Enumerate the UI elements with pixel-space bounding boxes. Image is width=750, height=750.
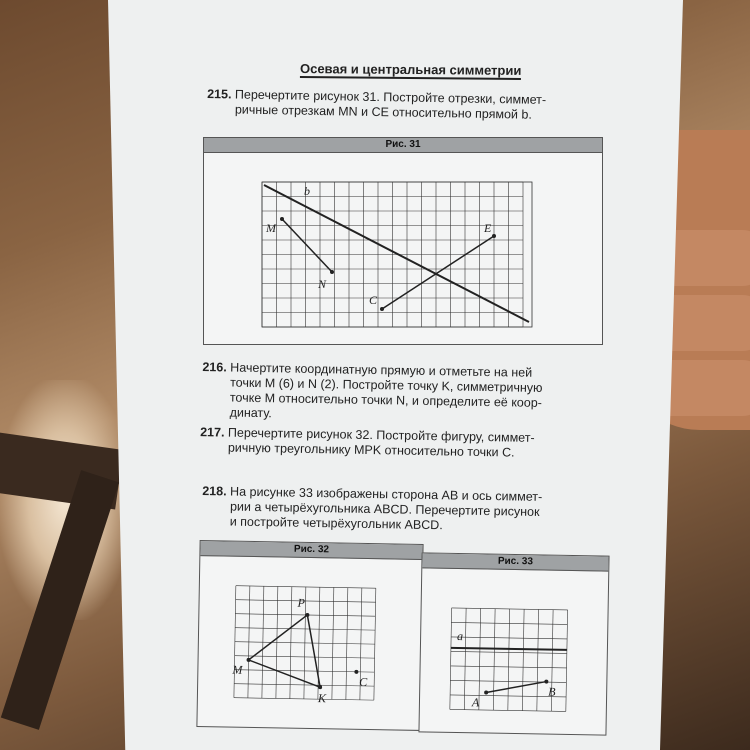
segment-MN	[282, 219, 332, 272]
label-A: A	[471, 695, 480, 710]
problem-text-line: Перечертите рисунок 32. Постройте фигуру, симмет-	[227, 425, 535, 445]
axis-a	[451, 648, 567, 650]
label-b: b	[304, 184, 310, 198]
problem-number: 216.	[202, 360, 227, 375]
problem-number: 217.	[200, 425, 225, 440]
point-B	[544, 680, 548, 684]
problem-text-line: рии a четырёхугольника ABCD. Перечертите рисунок	[229, 499, 540, 519]
point-C	[380, 307, 384, 311]
figure-32-drawing	[197, 555, 422, 730]
problem-text-line: точки M (6) и N (2). Постройте точку K, симметричную	[230, 375, 543, 395]
figure-33	[418, 552, 609, 735]
problem-number: 218.	[202, 484, 227, 499]
label-C: C	[359, 674, 368, 690]
label-C: C	[369, 293, 378, 307]
label-K: K	[317, 691, 327, 706]
label-M: M	[266, 221, 276, 235]
figure-31	[203, 137, 603, 345]
figure-33-drawing	[419, 567, 608, 734]
problem-text-line: динату.	[229, 405, 272, 421]
point-M	[280, 217, 284, 221]
grid-line	[450, 608, 452, 709]
grid-line	[566, 610, 568, 711]
label-P: P	[297, 595, 306, 610]
grid-line	[537, 609, 539, 710]
point-N	[330, 270, 334, 274]
problem-text-line: ричную треугольнику MPK относительно точки C.	[227, 440, 515, 460]
grid-line	[464, 608, 466, 709]
figure-caption: Рис. 31	[204, 138, 602, 153]
label-B: B	[548, 684, 556, 699]
problem-215	[207, 87, 546, 123]
label-N: N	[318, 277, 327, 291]
section-title: Осевая и центральная симметрии	[299, 61, 522, 78]
problem-text-line: точке M относительно точки N, и определите её коор-	[229, 390, 543, 410]
problem-text-line: На рисунке 33 изображены сторона AB и ось симмет-	[229, 484, 543, 504]
figure-caption: Рис. 32	[200, 541, 422, 560]
label-E: E	[484, 221, 492, 235]
point-E	[492, 234, 496, 238]
point-A	[484, 690, 488, 694]
problem-number: 215.	[207, 87, 232, 102]
line-b	[264, 185, 529, 322]
label-M: M	[232, 662, 243, 677]
grid-line	[508, 609, 510, 710]
figure-31-drawing	[204, 152, 602, 344]
problem-text-line: Перечертите рисунок 31. Постройте отрезки, симмет-	[234, 87, 547, 107]
problem-text-line: Начертите координатную прямую и отметьте на ней	[230, 360, 533, 380]
grid-line	[522, 609, 524, 710]
problem-218	[202, 484, 543, 535]
triangle-MPK	[248, 614, 321, 687]
problem-text-line: ричные отрезкам MN и CE относительно прямой b.	[234, 102, 532, 122]
problem-216	[202, 360, 543, 426]
problem-217	[200, 425, 535, 461]
grid-line	[493, 609, 495, 710]
figure-32	[196, 540, 423, 731]
figure-caption: Рис. 33	[422, 553, 608, 571]
point-C	[354, 670, 358, 674]
problem-text-line: и постройте четырёхугольник ABCD.	[229, 514, 443, 533]
label-a: a	[457, 629, 464, 644]
point-K	[318, 685, 322, 689]
